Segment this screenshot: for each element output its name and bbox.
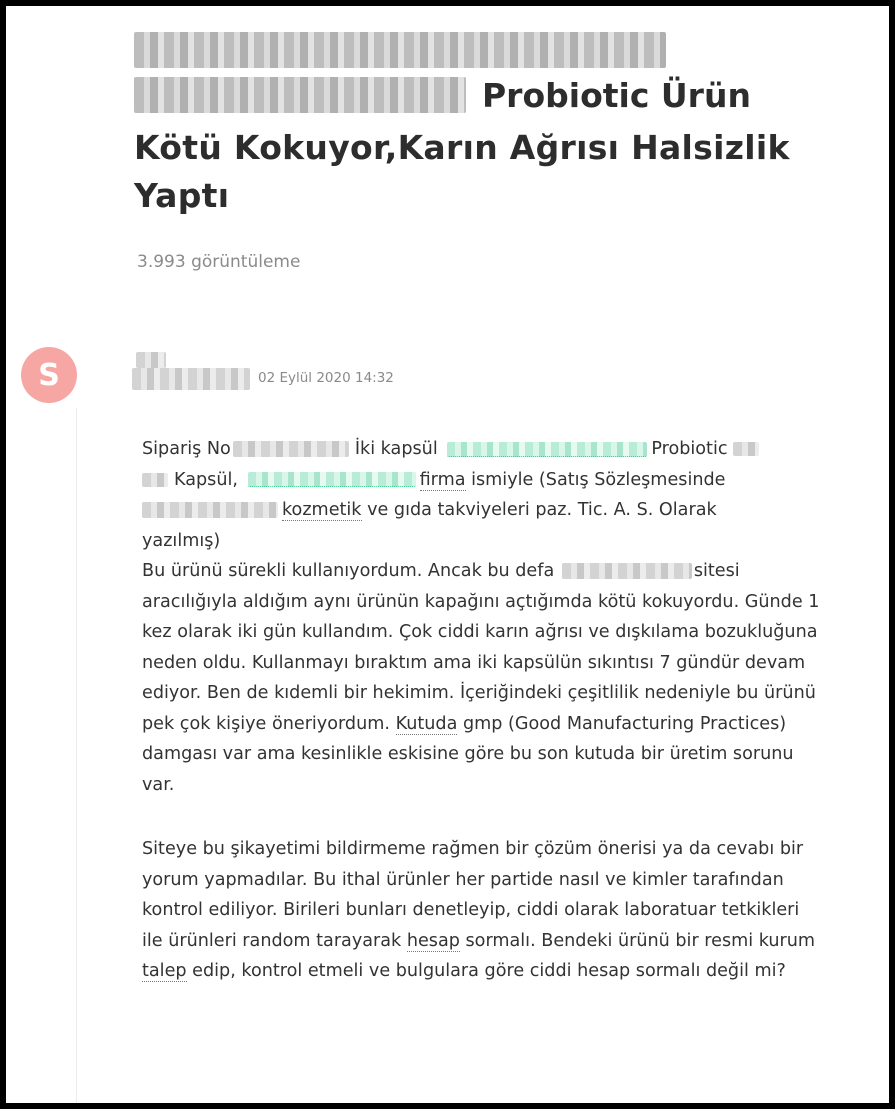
text-kozmetik-suffix: ve gıda takviyeleri paz. Tic. A. S. Olarak xyxy=(367,500,717,520)
title-line-1 xyxy=(134,70,824,120)
title-suffix: Probiotic Ürün xyxy=(482,75,751,115)
view-count: 3.993 görüntüleme xyxy=(137,252,301,272)
text-kapsul: Kapsül, xyxy=(174,469,238,490)
paragraph-1 xyxy=(142,434,822,800)
redacted-brand-link[interactable] xyxy=(248,472,416,487)
text-order-no: Sipariş No xyxy=(142,439,231,459)
text-paragraph-2-end: gmp (Good Manufacturing Practices) damgası var ama kesinlikle eskisine göre bu son kutuda bir üretim sorunu var. xyxy=(142,713,794,795)
redacted-product-link[interactable] xyxy=(447,442,647,457)
text-firma-suffix: ismiyle (Satış Sözleşmesinde xyxy=(471,469,726,490)
redacted-author-name[interactable] xyxy=(132,368,250,390)
text-paragraph-2-start: Bu ürünü sürekli kullanıyordum. Ancak bu defa xyxy=(142,561,555,581)
thread-line xyxy=(76,408,77,1103)
redacted-order-number xyxy=(233,441,349,457)
title-line-3: Yaptı xyxy=(134,176,230,215)
page-frame xyxy=(6,6,889,1103)
keyword-kutuda[interactable]: Kutuda xyxy=(395,713,458,734)
text-paragraph-3-middle: sormalı. Bendeki ürünü bir resmi kurum xyxy=(465,930,816,951)
text-paragraph-3-start: Siteye bu şikayetimi bildirmeme rağmen bir çözüm önerisi ya da cevabı bir yorum yapmadılar. Bu ithal ürünler her partide nasıl ve kimler tarafından kontrol ediliyor. Birileri bunları denetleyip, ciddi olarak laboratuar tetkikleri ile ürünleri random tarayarak xyxy=(142,839,804,951)
redacted-product-part xyxy=(142,473,168,487)
redacted-title-part xyxy=(134,32,666,68)
text-probiotic: Probiotic xyxy=(651,439,728,459)
keyword-firma[interactable]: firma xyxy=(419,469,466,490)
complaint-title xyxy=(134,30,824,224)
text-paragraph-3-end: edip, kontrol etmeli ve bulgulara göre ciddi hesap sormalı değil mi? xyxy=(192,961,786,981)
redacted-site-name xyxy=(562,563,692,579)
paragraph-2 xyxy=(142,834,822,987)
text-paragraph-2-body: sitesi aracılığıyla aldığım aynı ürünün kapağını açtığımda kötü kokuyordu. Günde 1 kez olarak iki gün kullandım. Çok ciddi karın ağrısı ve dışkılama bozukluğuna neden oldu. Kullanmayı bıraktım ama iki kapsülün sıkıntısı 7 gündür devam ediyor. Ben de kıdemli bir hekimim. İçeriğindeki çeşitlilik nedeniyle bu ürünü pek çok kişiye öneriyordum. xyxy=(142,561,820,734)
text-capsule: İki kapsül xyxy=(354,439,438,459)
keyword-hesap[interactable]: hesap xyxy=(406,930,460,951)
title-line-2: Kötü Kokuyor,Karın Ağrısı Halsizlik xyxy=(134,128,790,167)
title-redacted-line xyxy=(134,30,824,70)
text-yazilmis: yazılmış) xyxy=(142,530,221,551)
keyword-talep[interactable]: talep xyxy=(142,961,187,981)
complaint-body xyxy=(142,434,822,987)
author-avatar[interactable]: S xyxy=(21,347,77,403)
redacted-product-part xyxy=(733,442,759,456)
redacted-author-name xyxy=(136,352,166,368)
redacted-company-name xyxy=(142,502,278,518)
post-date: 02 Eylül 2020 14:32 xyxy=(258,370,394,386)
redacted-title-part xyxy=(134,77,466,113)
keyword-kozmetik[interactable]: kozmetik xyxy=(282,500,362,520)
